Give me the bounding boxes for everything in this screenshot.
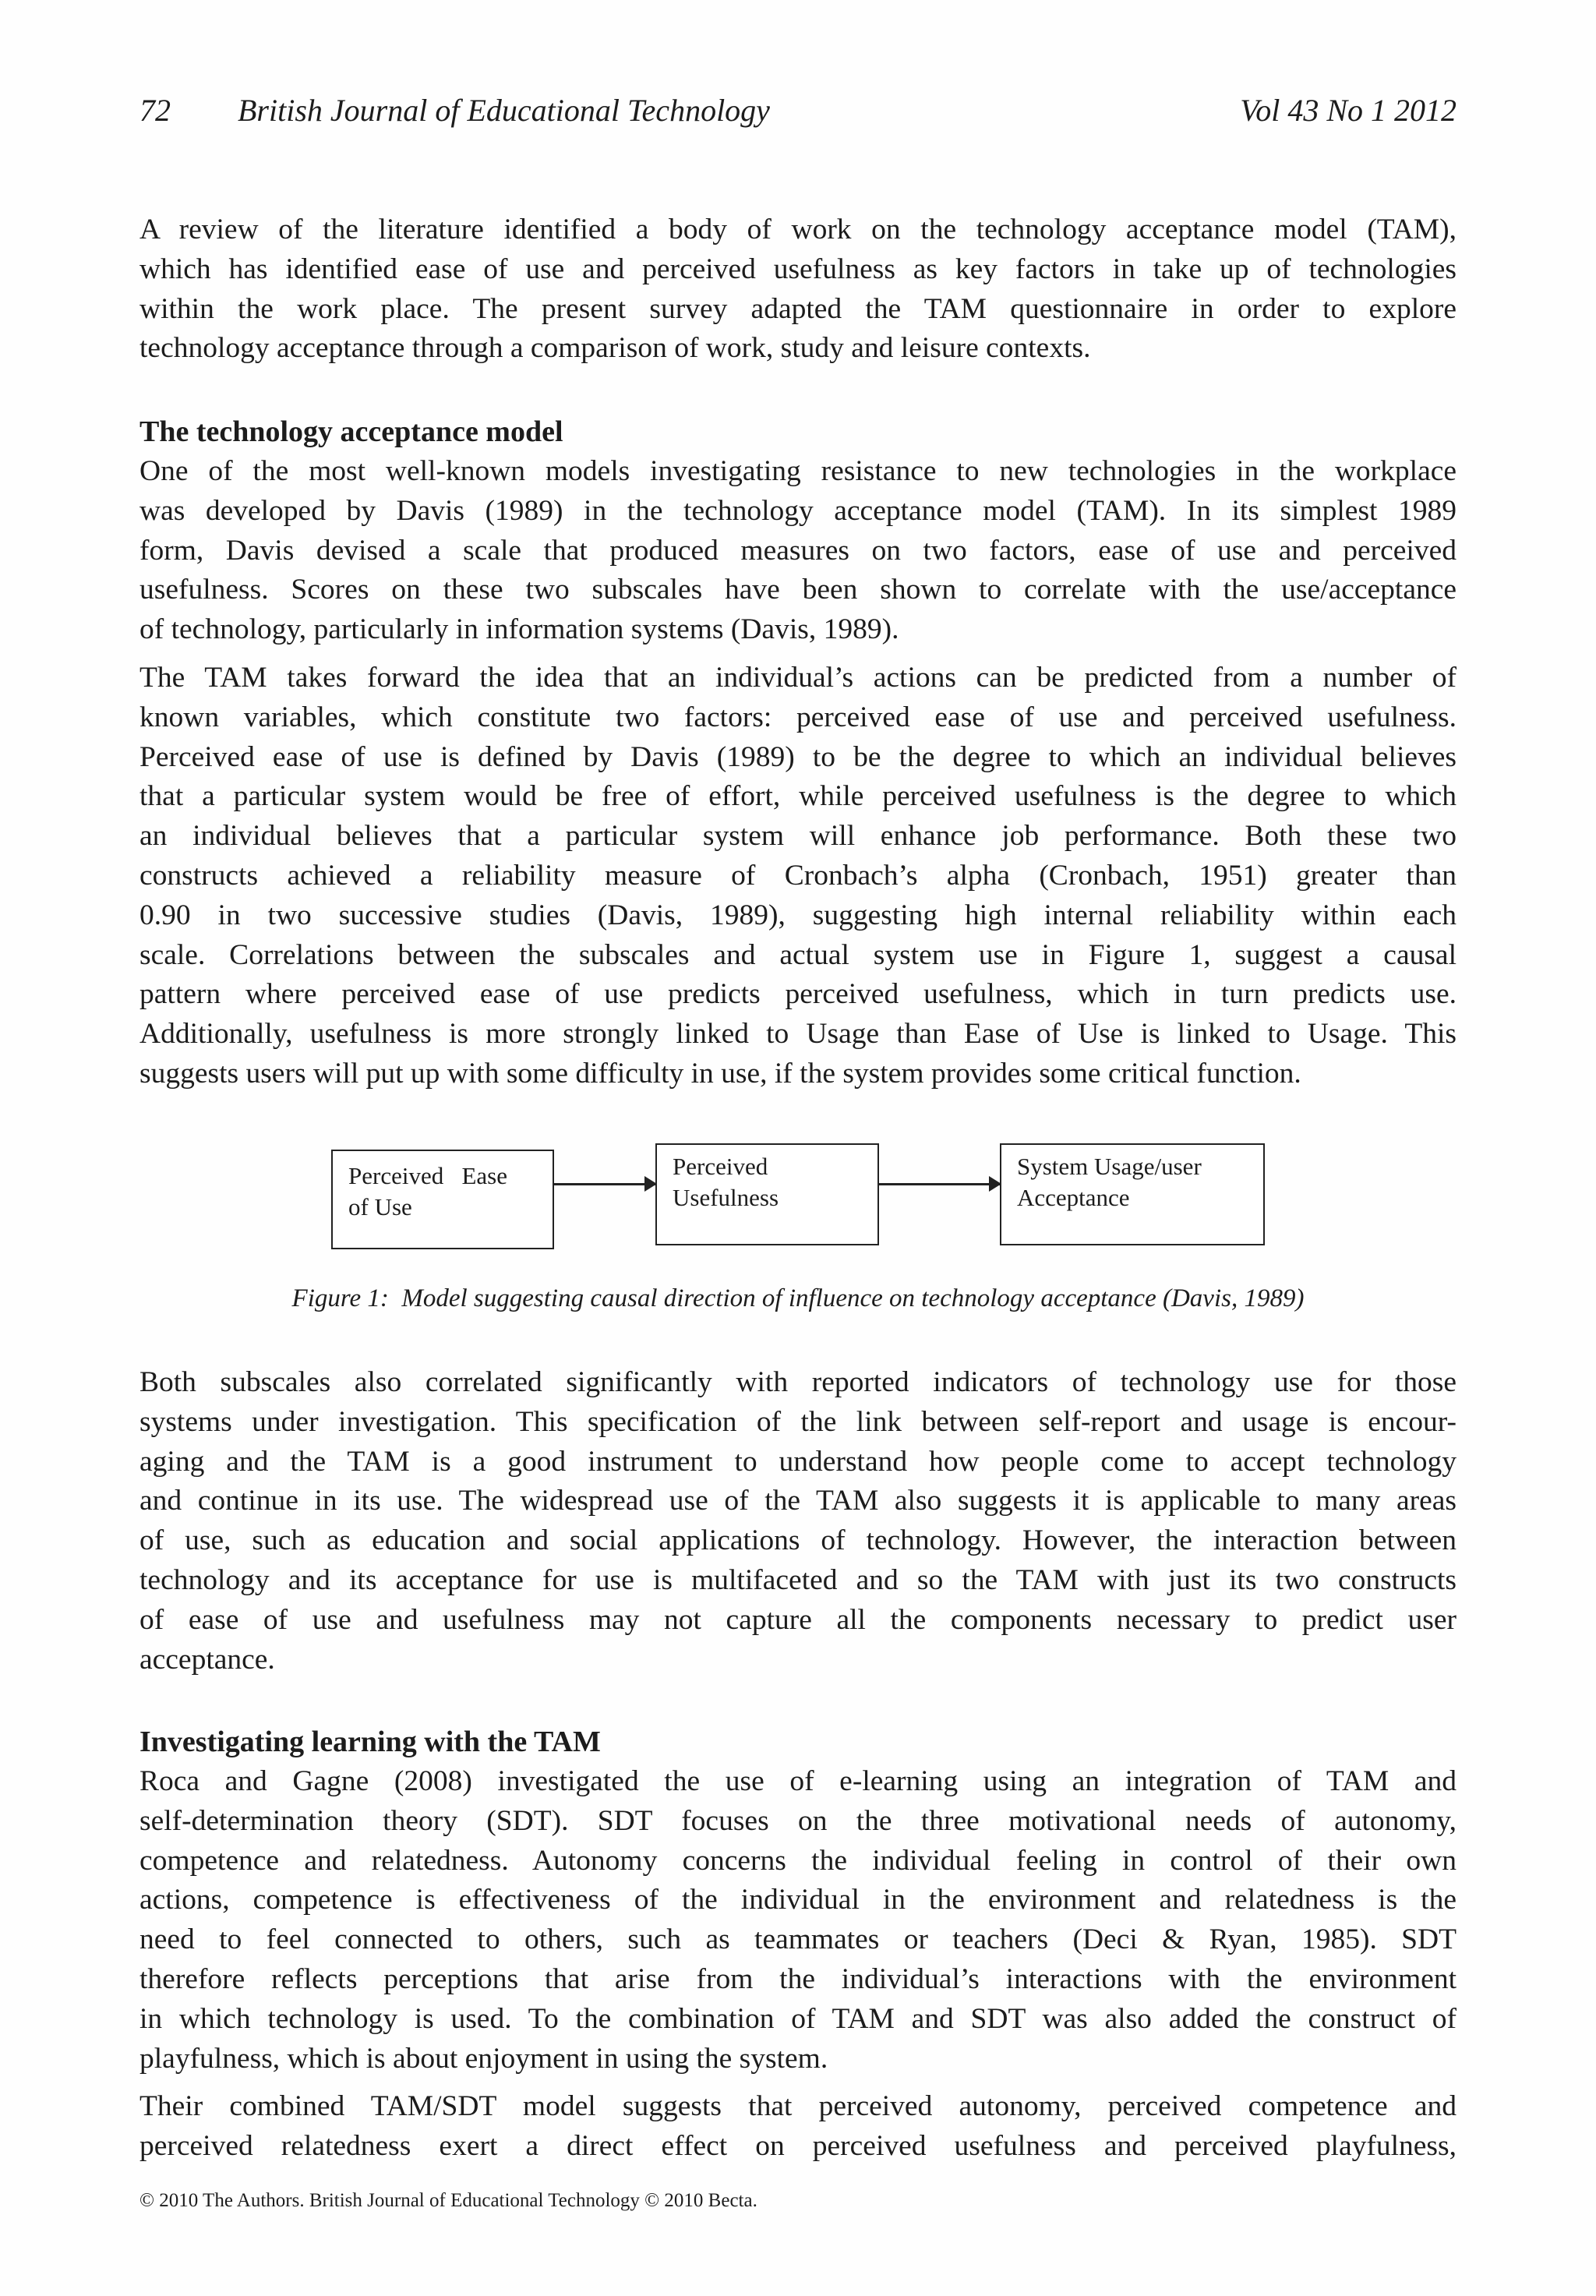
text-line: suggests users will put up with some difficulty in use, if the system provides some critical function.	[139, 1057, 1301, 1090]
box-text: Usefulness	[673, 1184, 779, 1211]
text-line: acceptance.	[139, 1643, 275, 1676]
figure-caption: Figure 1: Model suggesting causal direction of influence on technology acceptance (Davis, 1989)	[291, 1284, 1305, 1312]
text-line: within the work place. The present survey adapted the TAM questionnaire in order to explore	[139, 292, 1457, 325]
text-line: of ease of use and usefulness may not capture all the components necessary to predict user	[139, 1603, 1457, 1636]
text-line: Perceived ease of use is defined by Davis (1989) to be the degree to which an individual believes	[139, 740, 1457, 773]
text-line: Both subscales also correlated significantly with reported indicators of technology use for those	[139, 1366, 1457, 1398]
text-line: playfulness, which is about enjoyment in using the system.	[139, 2042, 828, 2075]
text-line: The TAM takes forward the idea that an individual’s actions can be predicted from a number of	[139, 662, 1457, 694]
text-line: self-determination theory (SDT). SDT focuses on the three motivational needs of autonomy,	[139, 1804, 1457, 1837]
text-line: systems under investigation. This specification of the link between self-report and usage is encour-	[139, 1405, 1457, 1438]
paragraph	[139, 452, 1457, 650]
text-line: usefulness. Scores on these two subscales have been shown to correlate with the use/acceptance	[139, 574, 1457, 606]
text-line: technology acceptance through a comparison of work, study and leisure contexts.	[139, 332, 1091, 365]
text-line: which has identified ease of use and perceived usefulness as key factors in take up of technologies	[139, 253, 1457, 285]
text-line: perceived relatedness exert a direct effect on perceived usefulness and perceived playfulness,	[139, 2129, 1457, 2162]
text-line: was developed by Davis (1989) in the technology acceptance model (TAM). In its simplest 1989	[139, 494, 1457, 527]
text-line: that a particular system would be free of effort, while perceived usefulness is the degree to which	[139, 780, 1457, 813]
text-line: and continue in its use. The widespread use of the TAM also suggests it is applicable to many areas	[139, 1485, 1457, 1517]
box-text: Perceived	[673, 1153, 768, 1180]
text-line: in which technology is used. To the combination of TAM and SDT was also added the construct of	[139, 2002, 1457, 2035]
text-line: an individual believes that a particular system will enhance job performance. Both these two	[139, 820, 1457, 853]
figure-box-ease-of-use	[331, 1150, 554, 1249]
paragraph	[139, 1363, 1457, 1680]
box-text: System Usage/user	[1017, 1153, 1202, 1180]
text-line: competence and relatedness. Autonomy concerns the individual feeling in control of their own	[139, 1844, 1457, 1877]
text-line: 0.90 in two successive studies (Davis, 1989), suggesting high internal reliability within each	[139, 899, 1457, 931]
text-line: Additionally, usefulness is more strongly linked to Usage than Ease of Use is linked to Usage. This	[139, 1018, 1457, 1051]
section-heading: The technology acceptance model	[139, 415, 563, 448]
text-line: scale. Correlations between the subscales and actual system use in Figure 1, suggest a causal	[139, 938, 1457, 971]
text-line: of use, such as education and social applications of technology. However, the interaction between	[139, 1524, 1457, 1557]
paragraph	[139, 659, 1457, 1094]
figure-box-usefulness	[655, 1143, 879, 1245]
copyright-footer: © 2010 The Authors. British Journal of Educational Technology © 2010 Becta.	[139, 2190, 757, 2211]
box-text: of Use	[348, 1193, 412, 1220]
paragraph	[139, 2087, 1457, 2167]
page-number: 72	[139, 93, 171, 128]
text-line: constructs achieved a reliability measure of Cronbach’s alpha (Cronbach, 1951) greater than	[139, 859, 1457, 892]
text-line: of technology, particularly in information systems (Davis, 1989).	[139, 613, 899, 646]
arrow-icon	[879, 1183, 1000, 1185]
text-line: A review of the literature identified a body of work on the technology acceptance model (TAM),	[139, 214, 1457, 245]
section-heading: Investigating learning with the TAM	[139, 1726, 601, 1758]
text-line: therefore reflects perceptions that arise from the individual’s interactions with the environment	[139, 1962, 1457, 1995]
text-line: aging and the TAM is a good instrument to understand how people come to accept technology	[139, 1445, 1457, 1478]
arrow-icon	[554, 1183, 655, 1185]
text-line: technology and its acceptance for use is multifaceted and so the TAM with just its two constructs	[139, 1563, 1457, 1596]
box-text: Perceived Ease	[348, 1162, 507, 1189]
volume-info: Vol 43 No 1 2012	[1240, 93, 1457, 128]
text-line: One of the most well-known models investigating resistance to new technologies in the workplace	[139, 455, 1457, 487]
text-line: need to feel connected to others, such as teammates or teachers (Deci & Ryan, 1985). SDT	[139, 1923, 1457, 1956]
journal-title: British Journal of Educational Technology	[238, 93, 770, 128]
text-line: Roca and Gagne (2008) investigated the use of e-learning using an integration of TAM and	[139, 1765, 1457, 1797]
text-line: form, Davis devised a scale that produced measures on two factors, ease of use and perceived	[139, 534, 1457, 567]
text-line: actions, competence is effectiveness of the individual in the environment and relatedness is the	[139, 1884, 1457, 1916]
text-line: known variables, which constitute two factors: perceived ease of use and perceived usefulness.	[139, 701, 1457, 733]
text-line: Their combined TAM/SDT model suggests that perceived autonomy, perceived competence and	[139, 2090, 1457, 2122]
box-text: Acceptance	[1017, 1184, 1130, 1211]
paragraph	[139, 1762, 1457, 2079]
figure-box-acceptance	[1000, 1143, 1265, 1245]
text-line: pattern where perceived ease of use predicts perceived usefulness, which in turn predicts use.	[139, 978, 1457, 1011]
paragraph	[139, 210, 1457, 369]
